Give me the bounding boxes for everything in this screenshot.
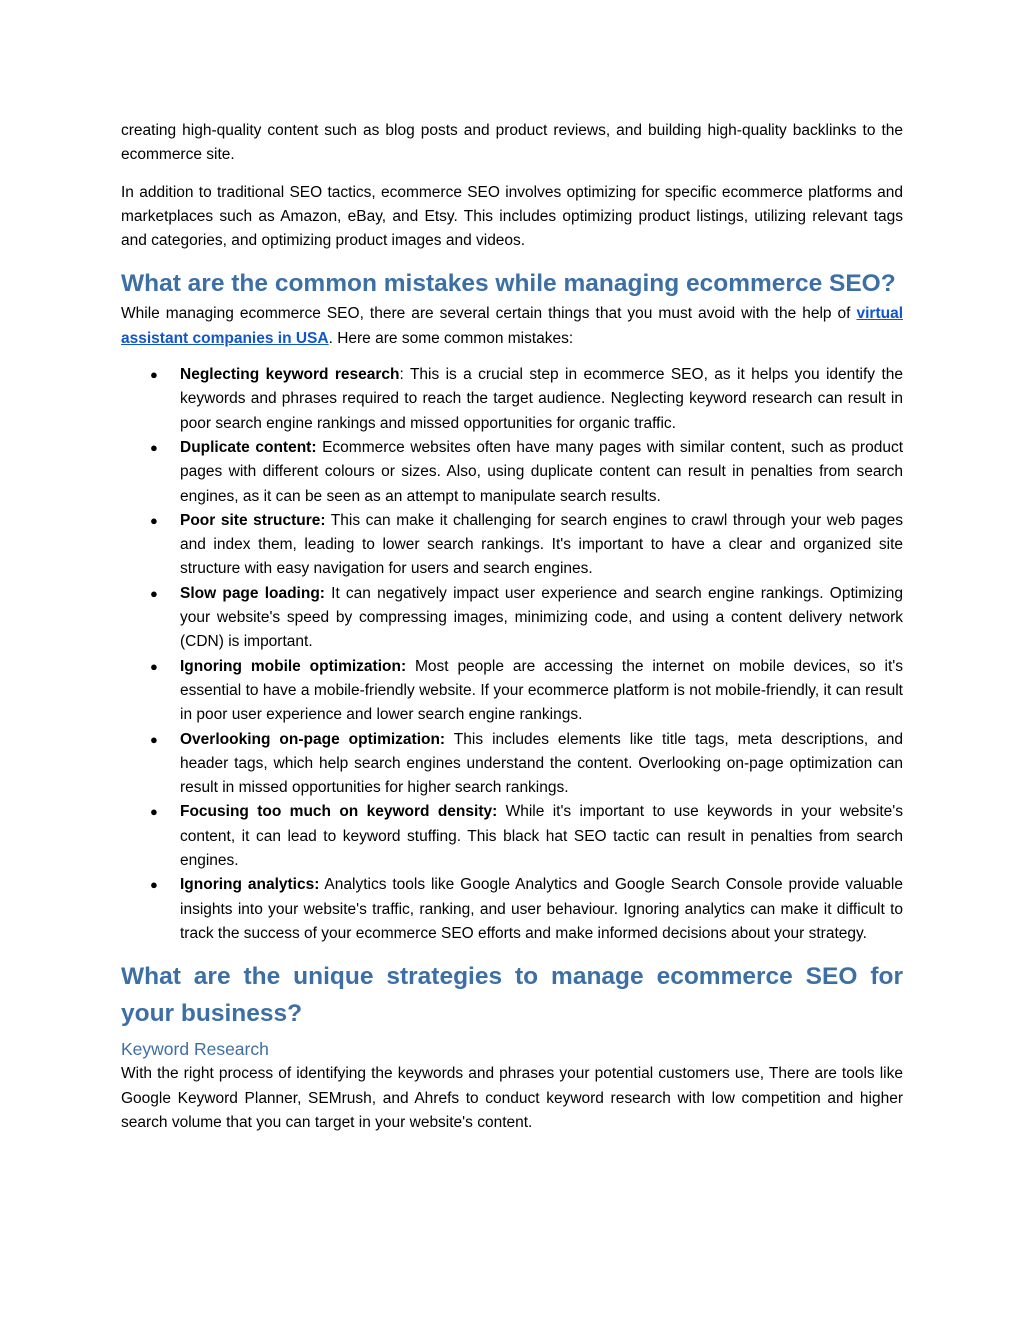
bullet-icon: ● — [150, 367, 158, 383]
list-item-title: Neglecting keyword research — [180, 366, 400, 384]
mistakes-list — [121, 363, 903, 946]
bullet-icon: ● — [150, 439, 158, 455]
heading-unique-strategies: What are the unique strategies to manage ecommerce SEO for your business? — [121, 963, 903, 1028]
lead-text-after: . Here are some common mistakes: — [328, 329, 574, 347]
bullet-icon: ● — [150, 877, 158, 893]
list-item-title: Slow page loading: — [180, 584, 325, 602]
heading-common-mistakes: What are the common mistakes while managing ecommerce SEO? — [121, 270, 896, 298]
virtual-assistant-link[interactable]: virtual assistant companies in USA — [121, 305, 903, 347]
list-item-title: Poor site structure: — [180, 511, 326, 529]
list-item-title: Ignoring mobile optimization: — [180, 657, 407, 675]
list-item-text: While it's important to use keywords in your website's content, it can lead to keyword stuffing. This black hat SEO tactic can result in penalties from search engines. — [180, 803, 903, 870]
list-item-title: Focusing too much on keyword density: — [180, 803, 498, 821]
list-item-text: This can make it challenging for search engines to crawl through your web pages and index them, leading to lower search rankings. It's important to have a clear and organized site structure with easy navigation for users and search engines. — [180, 511, 903, 578]
mistakes-lead-paragraph — [121, 302, 903, 351]
list-item — [121, 655, 903, 728]
list-item-text: Ecommerce websites often have many pages with similar content, such as product pages with different colours or sizes. Also, using duplicate content can result in penalties from search engines, as it can be seen as an attempt to manipulate search results. — [180, 438, 904, 505]
bullet-icon: ● — [150, 512, 158, 528]
list-item — [121, 873, 903, 946]
list-item-text: It can negatively impact user experience and search engine rankings. Optimizing your website's speed by compressing images, minimizing code, and using a content delivery network (CDN) is important. — [180, 584, 903, 651]
lead-text-before: While managing ecommerce SEO, there are several certain things that you must avoid with the help of — [121, 305, 857, 323]
list-item-text: This includes elements like title tags, meta descriptions, and header tags, which help search engines understand the content. Overlooking on-page optimization can result in missed opportunities for higher search rankings. — [180, 730, 904, 797]
list-item-title: Duplicate content: — [180, 438, 317, 456]
list-item-title: Ignoring analytics: — [180, 876, 320, 894]
document-page — [121, 119, 903, 1135]
bullet-icon: ● — [150, 585, 158, 601]
list-item — [121, 728, 903, 801]
list-item — [121, 363, 903, 436]
keyword-research-paragraph: With the right process of identifying the keywords and phrases your potential customers use, There are tools like Google Keyword Planner, SEMrush, and Ahrefs to conduct keyword research with low competition and higher search volume that you can target in your website's content. — [121, 1065, 903, 1131]
bullet-icon: ● — [150, 658, 158, 674]
bullet-icon: ● — [150, 731, 158, 747]
list-item — [121, 582, 903, 655]
subheading-keyword-research: Keyword Research — [121, 1039, 269, 1060]
list-item-text: Analytics tools like Google Analytics and Google Search Console provide valuable insights into your website's traffic, ranking, and user behaviour. Ignoring analytics can make it difficult to track the success of your ecommerce SEO efforts and make informed decisions about your strategy. — [180, 876, 903, 942]
intro-paragraph-2: In addition to traditional SEO tactics, ecommerce SEO involves optimizing for specific ecommerce platforms and marketplaces such as Amazon, eBay, and Etsy. This includes optimizing product listings, utilizing relevant tags and categories, and optimizing product images and videos. — [121, 183, 903, 250]
list-item-title: Overlooking on-page optimization: — [180, 730, 446, 748]
bullet-icon: ● — [150, 804, 158, 820]
list-item-text: Most people are accessing the internet on mobile devices, so it's essential to have a mobile-friendly website. If your ecommerce platform is not mobile-friendly, it can result in poor user experience and lower search engine rankings. — [180, 657, 903, 724]
list-item — [121, 800, 903, 873]
list-item-text: : This is a crucial step in ecommerce SEO, as it helps you identify the keywords and phrases required to reach the target audience. Neglecting keyword research can result in poor search engine rankings and missed opportunities for organic traffic. — [180, 366, 903, 432]
list-item — [121, 436, 903, 509]
intro-paragraph-1: creating high-quality content such as blog posts and product reviews, and building high-quality backlinks to the ecommerce site. — [121, 122, 903, 164]
list-item — [121, 509, 903, 582]
